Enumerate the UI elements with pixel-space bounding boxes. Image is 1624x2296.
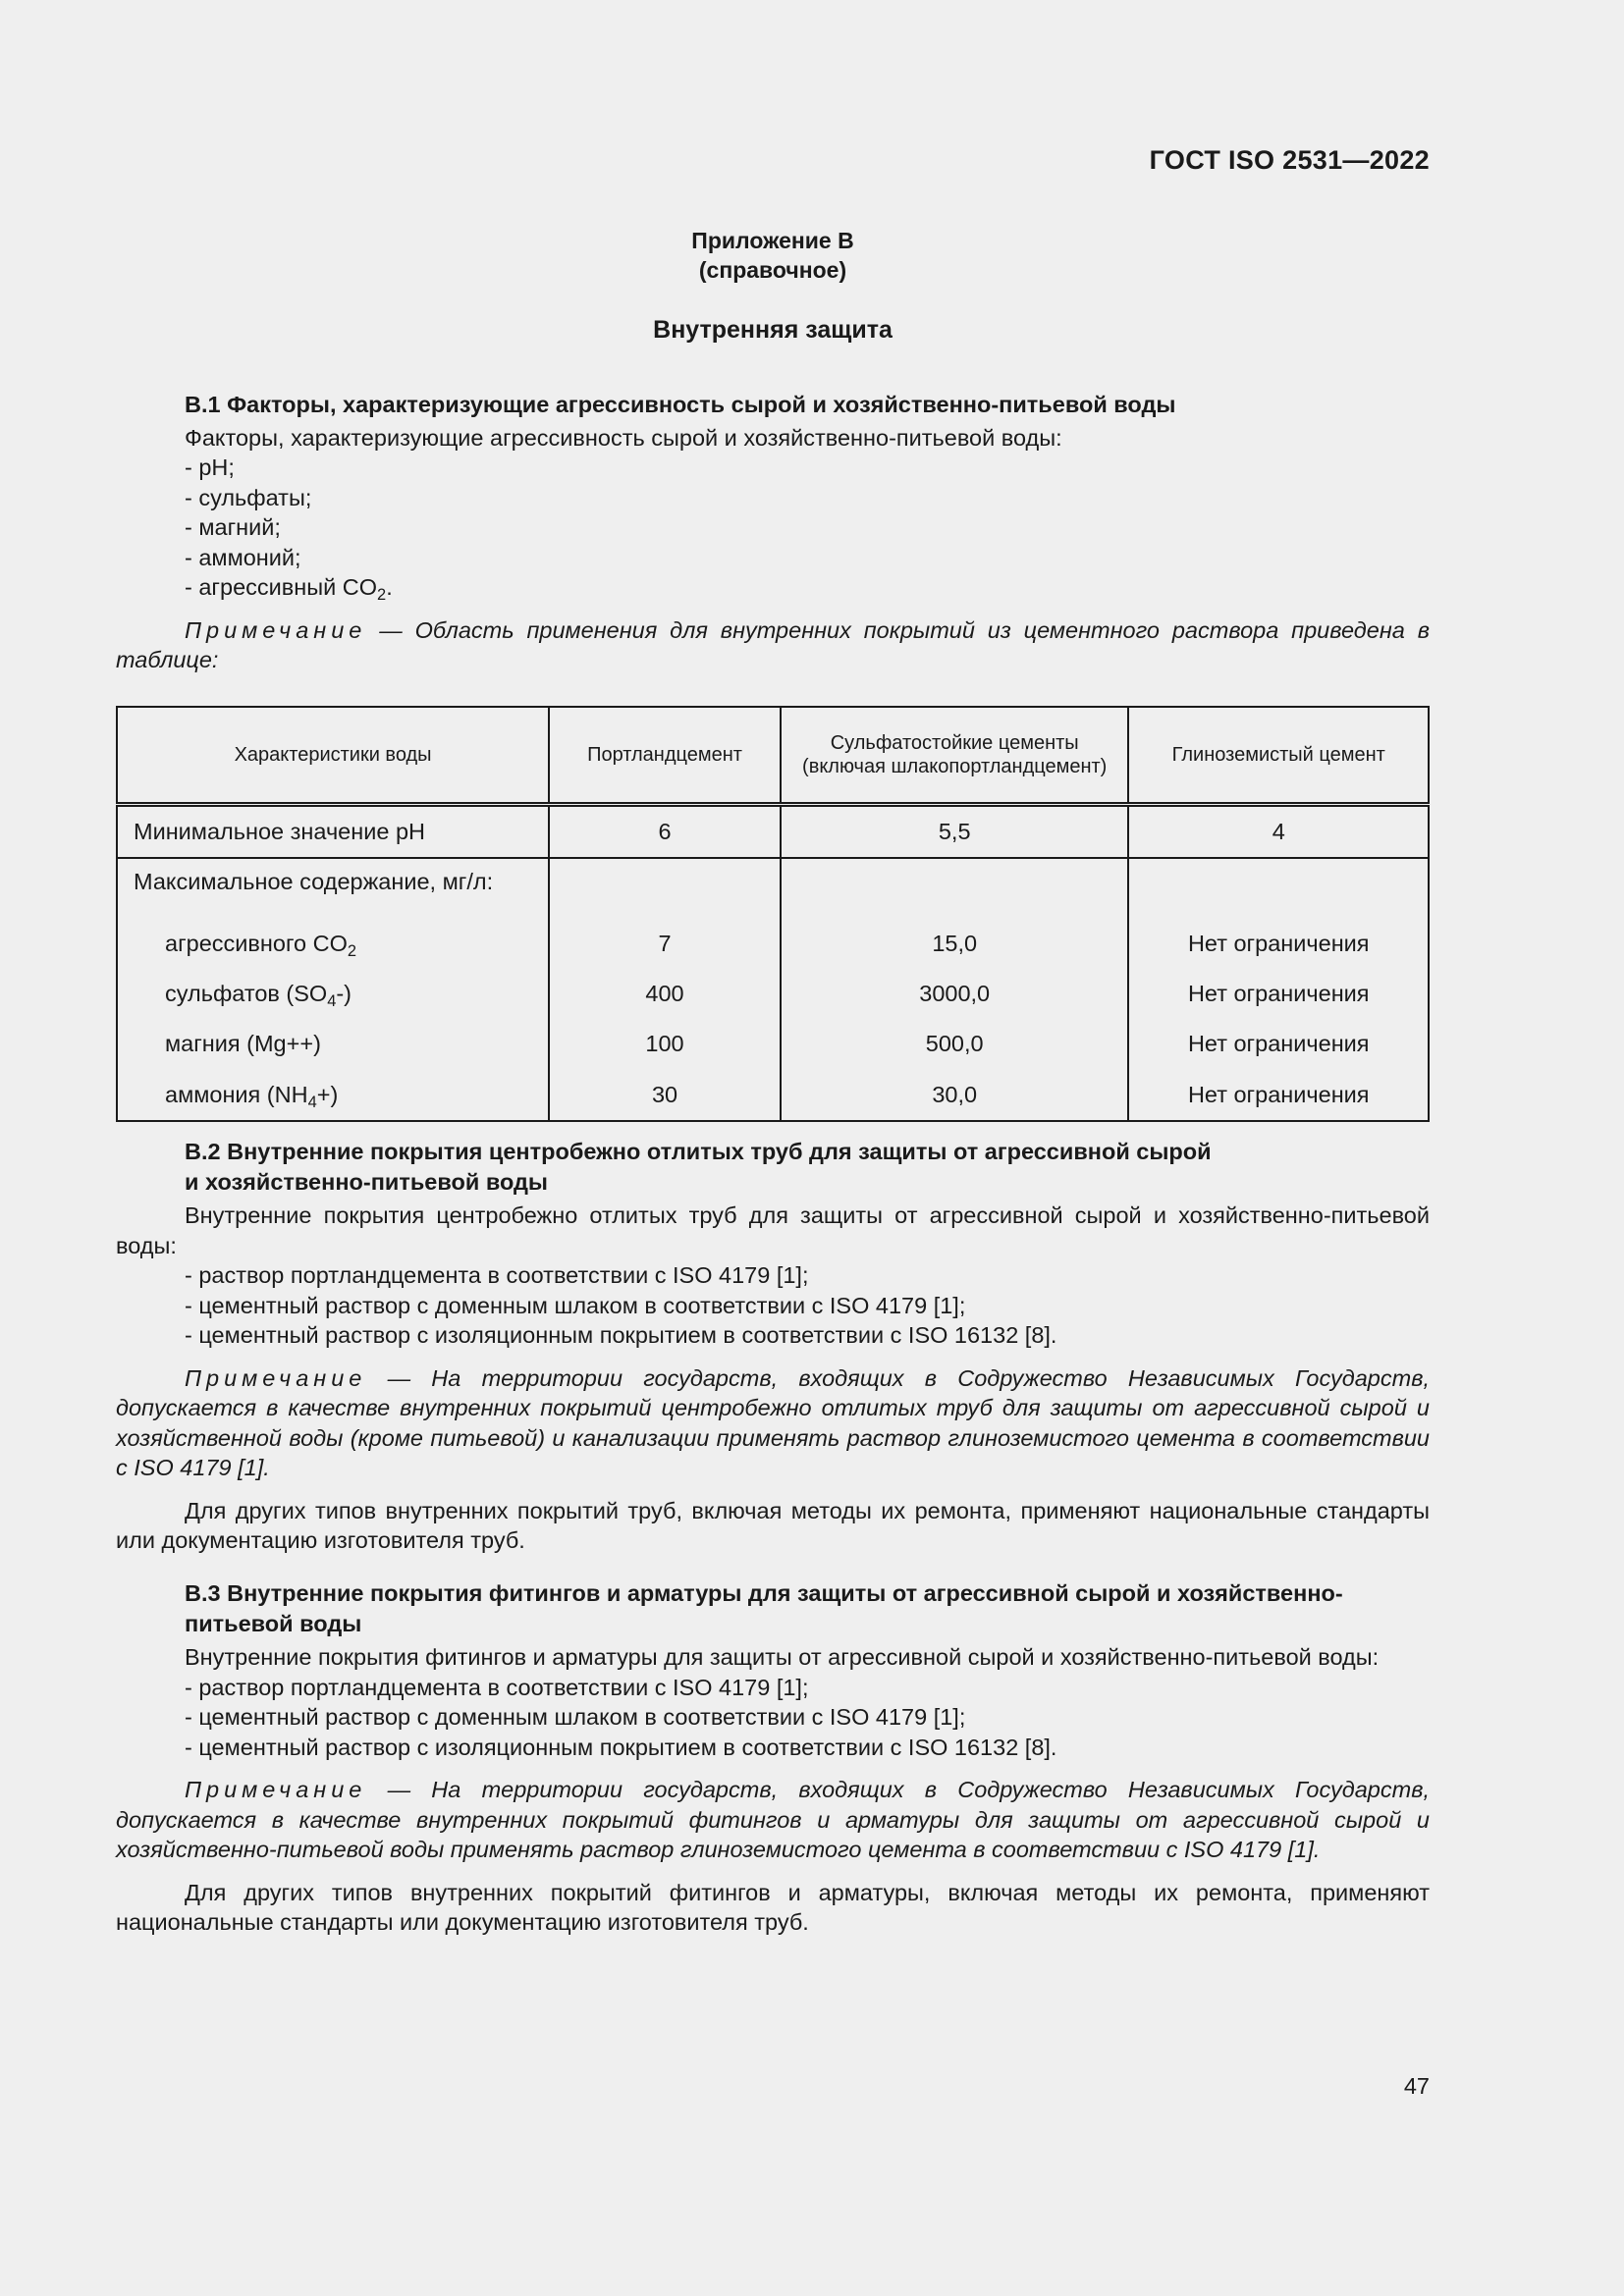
list-item: - агрессивный $CO_2$.: [185, 574, 393, 604]
section-b3-heading: В.3 Внутренние покрытия фитингов и арматуры для защиты от агрессивной сырой и хозяйственно-: [185, 1580, 1343, 1606]
section-b3-note: [116, 1775, 1430, 1865]
list-item: - аммоний;: [185, 544, 301, 570]
table-cell: 7: [549, 919, 781, 969]
section-b3-intro: Внутренние покрытия фитингов и арматуры для защиты от агрессивной сырой и хозяйственно-питьевой воды:: [185, 1644, 1380, 1670]
list-item: - цементный раствор с изоляционным покрытием в соответствии с ISO 16132 [8].: [185, 1734, 1057, 1760]
table-cell: 400: [549, 969, 781, 1019]
section-b2-heading: В.2 Внутренние покрытия центробежно отлитых труб для защиты от агрессивной сырой: [185, 1139, 1212, 1164]
table-cell: Нет ограничения: [1128, 919, 1429, 969]
table-cell: [549, 858, 781, 919]
note-text: — На территории государств, входящих в Содружество Независимых Государств, допускается в качестве внутренних покрытий фитингов и арматуры для защиты от агрессивной сырой и хозяйственно-питьевой воды применять раствор глиноземистого цемента в соответствии с ISO 4179 [1].: [116, 1777, 1430, 1862]
table-row: [117, 969, 1429, 1019]
list-item: - раствор портландцемента в соответствии с ISO 4179 [1];: [185, 1674, 809, 1700]
section-b2-closing: Для других типов внутренних покрытий труб, включая методы их ремонта, применяют национальные стандарты или документацию изготовителя труб.: [116, 1497, 1430, 1553]
table-row: [117, 1019, 1429, 1069]
annex-title: Внутренняя защита: [653, 316, 893, 344]
section-b1-intro: Факторы, характеризующие агрессивность сырой и хозяйственно-питьевой воды:: [185, 424, 1062, 451]
table-cell: 6: [549, 805, 781, 859]
section-b1: [116, 390, 1430, 675]
section-b3-closing: Для других типов внутренних покрытий фитингов и арматуры, включая методы их ремонта, применяют национальные стандарты или документацию изготовителя труб.: [116, 1879, 1430, 1935]
note-text: — На территории государств, входящих в Содружество Независимых Государств, допускается в качестве внутренних покрытий центробежно отлитых труб для защиты от агрессивной сырой и хозяйственной воды (кроме питьевой) и канализации применять раствор глиноземистого цемента в соответствии с ISO 4179 [1].: [116, 1364, 1430, 1480]
list-item: - цементный раствор с изоляционным покрытием в соответствии с ISO 16132 [8].: [185, 1322, 1057, 1348]
table-header: Портландцемент: [549, 707, 781, 805]
table-row: [117, 805, 1429, 859]
table-row: [117, 919, 1429, 969]
table-cell: Нет ограничения: [1128, 1019, 1429, 1069]
table-cell: 100: [549, 1019, 781, 1069]
table-row: [117, 858, 1429, 919]
table-cell: Нет ограничения: [1128, 1069, 1429, 1121]
list-item: - раствор портландцемента в соответствии с ISO 4179 [1];: [185, 1262, 809, 1288]
note-label: Примечание: [185, 1364, 367, 1391]
section-b2-heading-cont: и хозяйственно-питьевой воды: [185, 1168, 548, 1195]
page-number: 47: [1403, 2073, 1430, 2099]
list-item: - pH;: [185, 454, 235, 480]
table-header: Глиноземистый цемент: [1128, 707, 1429, 805]
table-cell: 5,5: [781, 805, 1129, 859]
table-header-row: [117, 707, 1429, 805]
table-cell: сульфатов $(SO_4-)$: [117, 969, 549, 1019]
table-cell: [1128, 858, 1429, 919]
section-b2-note: [116, 1363, 1430, 1483]
cement-table: [116, 706, 1430, 1122]
table-header: Сульфатостойкие цементы (включая шлакопортландцемент): [781, 707, 1129, 805]
table-cell: Максимальное содержание, мг/л:: [117, 858, 549, 919]
table-cell: 4: [1128, 805, 1429, 859]
table-row: [117, 1069, 1429, 1121]
annex-label: Приложение В: [691, 228, 854, 253]
annex-type: (справочное): [698, 257, 847, 283]
list-item: - цементный раствор с доменным шлаком в соответствии с ISO 4179 [1];: [185, 1704, 966, 1730]
table-cell: 30: [549, 1069, 781, 1121]
standard-number: ГОСТ ISO 2531—2022: [1149, 145, 1430, 175]
section-b2-intro: Внутренние покрытия центробежно отлитых труб для защиты от агрессивной сырой и хозяйственно-питьевой воды:: [116, 1202, 1430, 1258]
table-cell: 15,0: [781, 919, 1129, 969]
section-b3: [116, 1578, 1430, 1938]
table-cell: Нет ограничения: [1128, 969, 1429, 1019]
section-b2: [116, 1137, 1430, 1556]
section-b1-heading: В.1 Факторы, характеризующие агрессивность сырой и хозяйственно-питьевой воды: [185, 392, 1176, 417]
list-item: - цементный раствор с доменным шлаком в соответствии с ISO 4179 [1];: [185, 1292, 966, 1318]
note-label: Примечание: [185, 616, 367, 643]
list-item: - магний;: [185, 514, 281, 540]
list-item: - сульфаты;: [185, 484, 312, 510]
note-label: Примечание: [185, 1777, 367, 1802]
table-cell: [781, 858, 1129, 919]
table-header: Характеристики воды: [117, 707, 549, 805]
table-cell: 500,0: [781, 1019, 1129, 1069]
section-b1-note: [116, 615, 1430, 675]
section-b3-heading-cont: питьевой воды: [185, 1610, 362, 1636]
table-cell: агрессивного $CO_2$: [117, 919, 549, 969]
table-cell: Минимальное значение pH: [117, 805, 549, 859]
table-cell: 3000,0: [781, 969, 1129, 1019]
table-cell: магния (Mg++): [117, 1019, 549, 1069]
note-text: — Область применения для внутренних покрытий из цементного раствора приведена в таблице:: [116, 616, 1430, 672]
table-cell: 30,0: [781, 1069, 1129, 1121]
table-cell: аммония $(NH_4+)$: [117, 1069, 549, 1121]
annex-heading: [116, 226, 1430, 285]
